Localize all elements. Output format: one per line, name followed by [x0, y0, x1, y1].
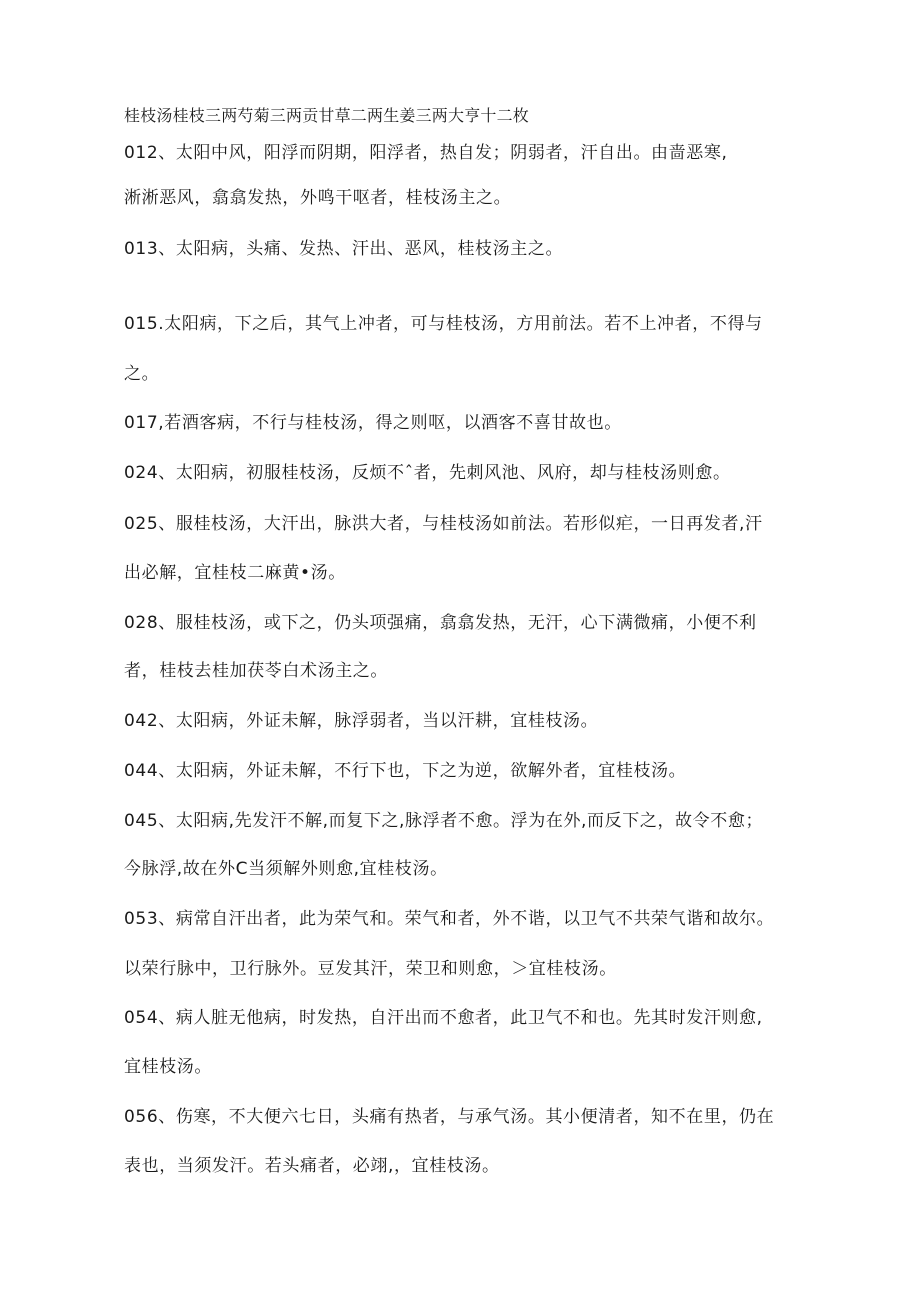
text-line: 045、太阳病,先发汗不解,而复下之,脉浮者不愈。浮为在外,而反下之，故令不愈；	[124, 811, 764, 831]
text-line: 淅淅恶风，翕翕发热，外鸣干呕者，桂枝汤主之。	[124, 188, 512, 208]
text-line: 028、服桂枝汤，或下之，仍头项强痛，翕翕发热，无汗，心下满微痛，小便不利	[124, 613, 757, 633]
text-line: 今脉浮,故在外C当须解外则愈,宜桂枝汤。	[124, 859, 448, 879]
text-line: 之。	[124, 364, 160, 384]
text-line: 017,若酒客病，不行与桂枝汤，得之则呕，以酒客不喜甘故也。	[124, 413, 622, 433]
text-line: 以荣行脉中，卫行脉外。豆发其汗，荣卫和则愈，＞宜桂枝汤。	[124, 959, 617, 979]
text-line: 053、病常自汗出者，此为荣气和。荣气和者，外不谐，以卫气不共荣气谐和故尔。	[124, 909, 775, 929]
text-line: 者，桂枝去桂加茯苓白术汤主之。	[124, 661, 388, 681]
text-line: 出必解，宜桂枝二麻黄•汤。	[124, 563, 346, 583]
text-line: 042、太阳病，外证未解，脉浮弱者，当以汗耕，宜桂枝汤。	[124, 711, 599, 731]
text-line: 012、太阳中风，阳浮而阴期，阳浮者，热自发；阴弱者，汗自出。由啬恶寒,	[124, 143, 728, 163]
text-line: 表也，当须发汗。若头痛者，必翊,，宜桂枝汤。	[124, 1156, 500, 1176]
text-line: 013、太阳病，头痛、发热、汗出、恶风，桂枝汤主之。	[124, 239, 564, 259]
text-line: 024、太阳病，初服桂枝汤，反烦不ˆ者，先刺风池、风府，却与桂枝汤则愈。	[124, 463, 731, 483]
text-line: 056、伤寒，不大便六七日，头痛有热者，与承气汤。其小便清者，知不在里，仍在	[124, 1107, 775, 1127]
text-line: 054、病人脏无他病，时发热，自汗出而不愈者，此卫气不和也。先其时发汗则愈,	[124, 1008, 763, 1028]
text-line: 025、服桂枝汤，大汗出，脉洪大者，与桂枝汤如前法。若形似疟，一日再发者,汗	[124, 514, 763, 534]
formula-header: 桂枝汤桂枝三两芍菊三两贡甘草二两生姜三两大亨十二枚	[124, 106, 530, 125]
text-line: 015.太阳病，下之后，其气上冲者，可与桂枝汤，方用前法。若不上冲者，不得与	[124, 314, 763, 334]
text-line: 宜桂枝汤。	[124, 1057, 212, 1077]
text-line: 044、太阳病，外证未解，不行下也，下之为逆，欲解外者，宜桂枝汤。	[124, 761, 687, 781]
